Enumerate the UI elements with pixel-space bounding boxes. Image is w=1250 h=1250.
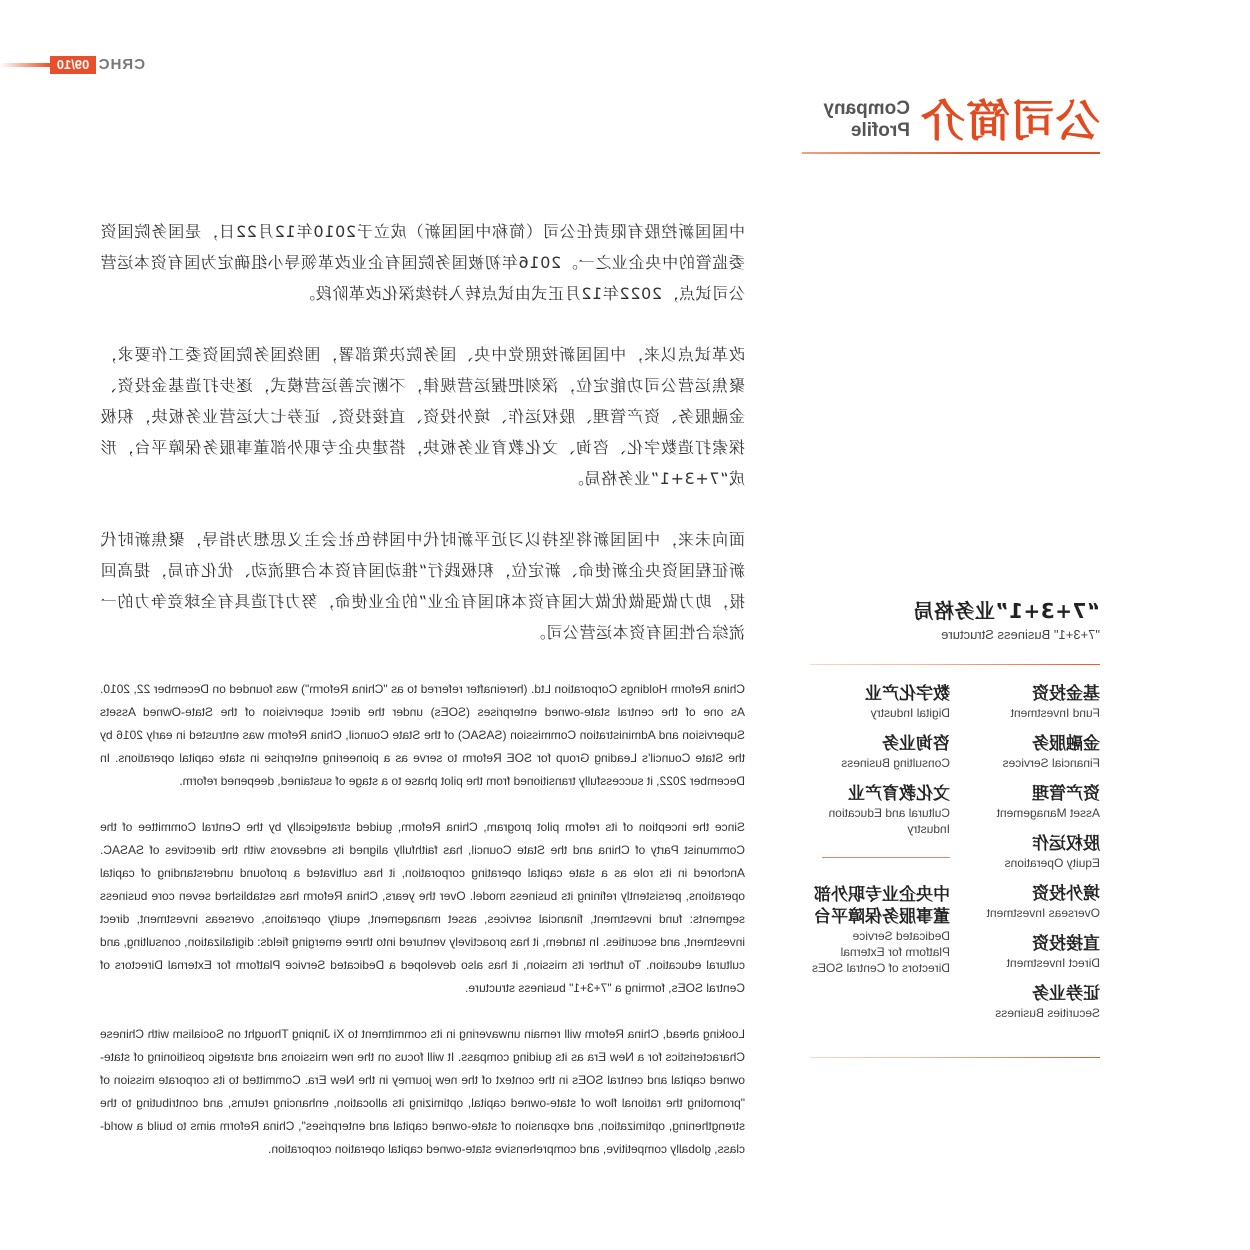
title-cn: 公司简介 [920,96,1100,147]
platform-cn-line2: 董事服务保障平台 [814,907,950,927]
business-item-en: Digital Industry [870,706,950,720]
main-text-column [100,216,745,1184]
business-item-cn: 资产管理 [1032,784,1100,804]
title-en [798,98,910,142]
business-structure-box [810,598,1100,1058]
business-title: “7+3+1”业务格局 [912,599,1100,623]
business-item [810,733,950,783]
business-item-cn: 基金投资 [1032,684,1100,704]
platform-cn-line1: 中央企业专职外部 [814,885,950,905]
business-item-cn: 文化教育产业 [848,784,950,804]
business-item-en: Equity Operations [1004,856,1100,870]
business-item-cn: 金融服务 [1032,734,1100,754]
business-item [960,733,1100,783]
business-item-cn: 股权运作 [1032,834,1100,854]
business-item [960,933,1100,983]
cn-paragraph: 面向未来，中国国新将坚持以习近平新时代中国特色社会主义思想为指导，聚焦新时代新征程国资央企新使命、新定位，积极践行“推动国有资本合理流动、优化布局，提高回报，助力做强做优做大国有资本和国有企业”的企业使命，努力打造具有全球竞争力的一流综合性国有资本运营公司。 [100,530,745,642]
business-item [960,883,1100,933]
business-item-cn: 直接投资 [1032,934,1100,954]
business-item [960,683,1100,733]
platform-item [810,884,950,984]
business-item [960,783,1100,833]
divider [822,857,950,858]
emerging-business-column [810,683,950,984]
title-en-line1: Company [823,98,910,119]
business-item-en: Consulting Business [841,756,950,770]
divider [810,664,1100,665]
cn-paragraph: 改革试点以来，中国国新按照党中央、国务院决策部署，围绕国务院国资委工作要求，聚焦运营公司功能定位，深刻把握运营规律，不断完善运营模式，逐步打造基金投资、金融服务、资产管理、股权运作、境外投资、直接投资、证券七大运营业务板块，积极探索打造数字化、咨询、文化教育业务板块，搭建央企专职外部董事服务保障平台，形成“7+3+1”业务格局。 [100,345,745,488]
business-item-cn: 证券业务 [1032,984,1100,1004]
page-number-badge: 09/10 [50,56,96,74]
en-paragraph: China Reform Holdings Corporation Ltd. (hereinafter referred to as "China Reform") was founded on December 22, 2010. As one of the central state-owned enterprises (SOEs) under the direct supervision of the State-Owned Assets Supervision and Administration Commission (SASAC) of the State Council, China Reform was entrusted in early 2016 by the State Council's Leading Group for SOE Reform to serve as a pioneering enterprise in state capital operations. In December 2022, it successfully transitioned from the pilot phase to a stage of sustained, deepened reform. [100,682,745,788]
business-item-cn: 数字化产业 [865,684,950,704]
divider [810,1057,1100,1058]
business-item-cn: 境外投资 [1032,884,1100,904]
business-item [810,683,950,733]
cn-paragraph: 中国国新控股有限责任公司（简称中国国新）成立于2010年12月22日，是国务院国资委监管的中央企业之一。2016年初被国务院国有企业改革领导小组确定为国有资本运营公司试点，2022年12月正式由试点转入持续深化改革阶段。 [100,222,745,303]
business-item [810,783,950,851]
business-grid [810,683,1100,1043]
business-item-en: Direct Investment [1006,956,1100,970]
en-paragraph: Looking ahead, China Reform will remain unwavering in its commitment to Xi Jinping Thought on Socialism with Chinese Characteristics for a New Era as its guiding compass. It will focus on the new missions and strategic positioning of state-owned capital and central SOEs in the context of the new journey in the New Era. Committed to its corporate mission of "promoting the rational flow of state-owned capital, optimizing its allocation, enhancing returns, and contributing to the strengthening, optimization, and expansion of state-owned capital and enterprises", China Reform aims to build a world-class, globally competitive, and comprehensive state-owned capital operation corporation. [100,1027,745,1156]
business-item-en: Overseas Investment [986,906,1100,920]
title-underline [802,152,1100,154]
business-item-en: Asset Management [996,806,1100,820]
header-accent-bar [0,63,50,67]
page-header [0,56,145,74]
business-item-cn: 咨询业务 [882,734,950,754]
business-item-en: Securities Business [995,1006,1100,1020]
platform-en: Dedicated Service Platform for External Directors of Central SOEs [811,929,950,975]
business-item-en: Fund Investment [1010,706,1100,720]
section-title [800,96,1100,160]
business-item [960,983,1100,1033]
title-en-line2: Profile [850,120,910,141]
core-business-column [960,683,1100,1033]
business-subtitle: "7+3+1" Business Structure [941,627,1100,642]
brand-label: CRHC [97,56,145,73]
en-paragraph: Since the inception of its reform pilot program, China Reform, guided strategically by the Central Committee of the Communist Party of China and the State Council, has faithfully aligned its endeavors with the directives of SASAC. Anchored in its role as a state capital operating corporation, it has cultivated a profound understanding of capital operations, persistently refining its business model. Over the years, China Reform has established seven core business segments: fund investment, financial services, asset management, equity operations, overseas investment, direct investment, and securities. In tandem, it has proactively ventured into three emerging fields: digitalization, consulting, and cultural education. To further its mission, it has also developed a Dedicated Service Platform for External Directors of Central SOEs, forming a "7+3+1" business structure. [100,820,745,995]
business-item [960,833,1100,883]
business-item-en: Financial Services [1002,756,1100,770]
business-item-en: Cultural and Education Industry [828,806,950,836]
